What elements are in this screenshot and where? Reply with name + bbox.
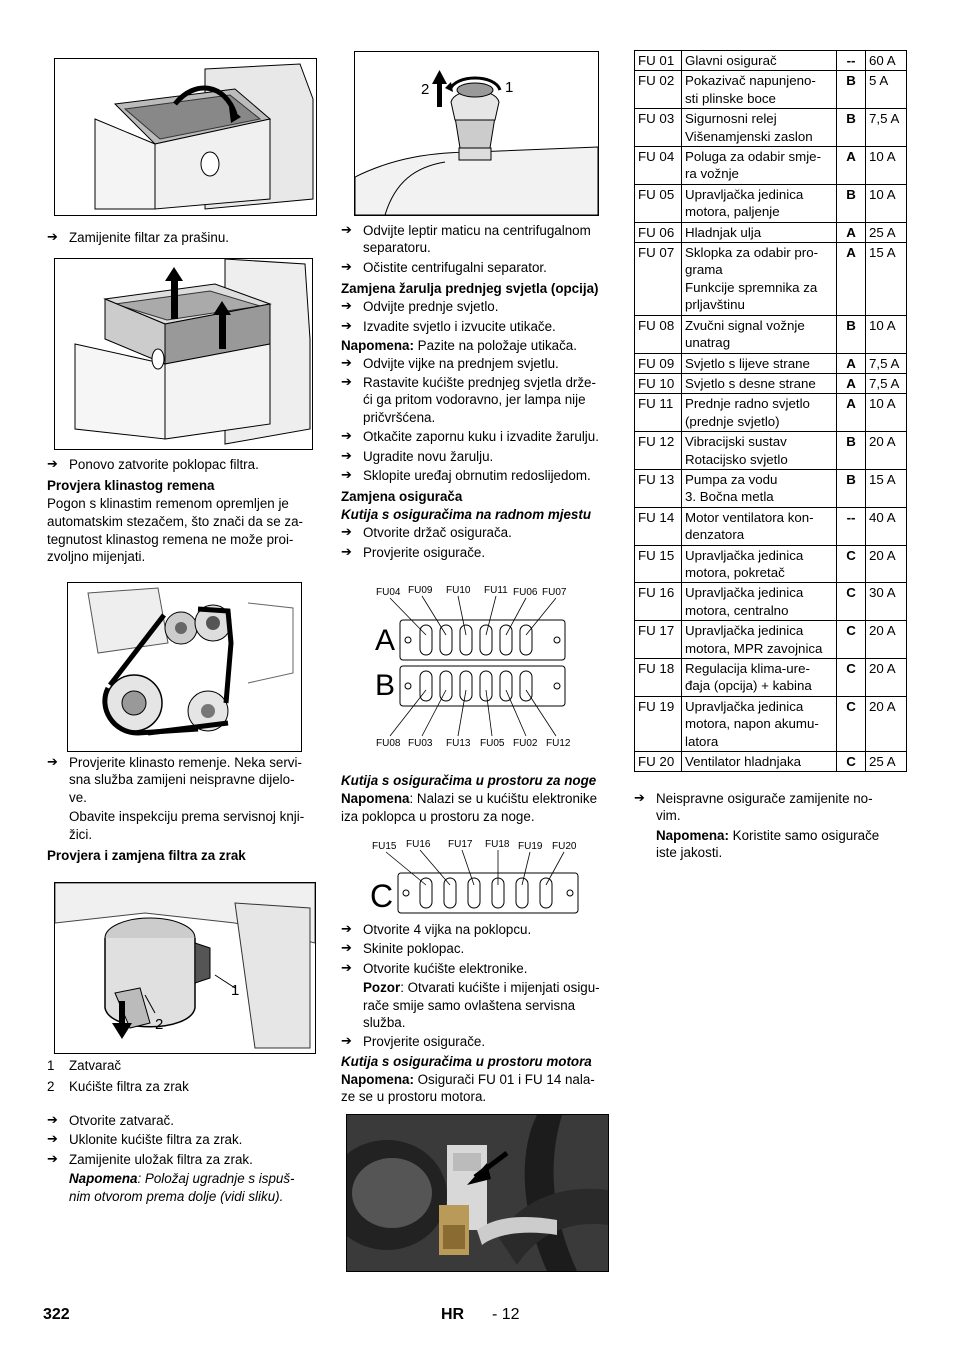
step-clean-separator: ➔ Očistite centrifugalni separator.: [341, 259, 547, 275]
fuse-description: [682, 696, 837, 751]
fuse-amperage: 10 A: [866, 315, 907, 353]
fuse-description-line: latora: [685, 733, 719, 749]
arrow-right-icon: ➔: [47, 457, 58, 472]
fuse-subheading-engine: Kutija s osiguračima u prostoru motora: [341, 1053, 592, 1069]
fuse-amperage: 10 A: [866, 184, 907, 222]
fuse-amperage: 20 A: [866, 432, 907, 470]
arrow-right-icon: ➔: [341, 525, 352, 541]
fuse-table: [634, 50, 907, 772]
fuse-box: B: [837, 315, 866, 353]
language-code: HR: [441, 1306, 465, 1323]
fuse-description: [682, 507, 837, 545]
arrow-right-icon: ➔: [341, 318, 352, 334]
fuse-row: [635, 51, 907, 71]
fuse-id: FU 18: [635, 659, 682, 697]
fuse-box: B: [837, 469, 866, 507]
fuse-row: [635, 432, 907, 470]
fuse-description-line: prljavštinu: [685, 297, 745, 313]
fuse-box: B: [837, 184, 866, 222]
fuse-row: [635, 71, 907, 109]
fuse-description-line: đaja (opcija) + kabina: [685, 678, 812, 694]
fuse-amperage: 7,5 A: [866, 373, 907, 393]
arrow-right-icon: ➔: [341, 299, 352, 315]
fuse-id: FU 08: [635, 315, 682, 353]
fuse-box: A: [837, 394, 866, 432]
fuse-row: [635, 184, 907, 222]
arrow-right-icon: ➔: [341, 544, 352, 560]
figure-fuse-box-c: [368, 835, 583, 920]
fuse-amperage: 15 A: [866, 243, 907, 316]
legend-item-2: 2 Kućište filtra za zrak: [47, 1079, 189, 1094]
fuse-row: [635, 752, 907, 772]
caution-note: Pozor: Otvarati kućište i mijenjati osigu- rače smije samo ovlaštena servisna služba.: [363, 980, 600, 1031]
step-replace-dust-filter: ➔ Zamijenite filtar za prašinu.: [47, 230, 230, 245]
fuse-label-c-3: FU18: [485, 839, 510, 850]
fuse-box: --: [837, 507, 866, 545]
fuse-id: FU 16: [635, 583, 682, 621]
fuse-id: FU 03: [635, 109, 682, 147]
fuse-label-c-4: FU19: [518, 841, 543, 852]
fuse-box-letter-b: B: [375, 669, 396, 702]
fuse-amperage: 20 A: [866, 696, 907, 751]
step-fuse-1: ➔ Otvorite držač osigurača.: [341, 525, 512, 541]
fuse-amperage: 25 A: [866, 222, 907, 242]
note-same-rating: Napomena: Koristite samo osigurače iste jakosti.: [656, 827, 880, 861]
fuse-description-line: Vibracijski sustav: [685, 434, 787, 450]
page-number: 322: [43, 1306, 70, 1323]
fuse-row: [635, 507, 907, 545]
fuse-description-line: Pumpa za vodu: [685, 471, 778, 487]
fuse-box: C: [837, 752, 866, 772]
fuse-amperage: 20 A: [866, 659, 907, 697]
arrow-right-icon: ➔: [341, 375, 352, 391]
lamp-heading: Zamjena žarulja prednjeg svjetla (opcija): [341, 281, 599, 297]
fuse-id: FU 07: [635, 243, 682, 316]
sub-page-number: - 12: [492, 1306, 520, 1323]
arrow-right-icon: ➔: [341, 429, 352, 445]
fuse-description-line: Višenamjenski zaslon: [685, 128, 813, 144]
fuse-id: FU 11: [635, 394, 682, 432]
fuse-box: C: [837, 696, 866, 751]
arrow-right-icon: ➔: [47, 1113, 58, 1128]
fuse-label-top-4: FU06: [513, 587, 538, 598]
fuse-row: [635, 109, 907, 147]
fuse-box-letter-c: C: [370, 878, 394, 914]
fuse-description-line: motora, pokretač: [685, 564, 785, 580]
fuse-description-line: unatrag: [685, 335, 731, 351]
figure-centrifugal-separator: [354, 51, 599, 216]
fuse-subheading-workplace: Kutija s osiguračima na radnom mjestu: [341, 507, 592, 523]
fuse-description-line: Pokazivač napunjeno-: [685, 73, 816, 89]
air-filter-callout-2: 2: [155, 1016, 164, 1033]
fuse-description: [682, 147, 837, 185]
fuse-description-line: Hladnjak ulja: [685, 224, 762, 240]
fuse-label-bottom-2: FU13: [446, 738, 471, 749]
fuse-row: [635, 659, 907, 697]
fuse-row: [635, 315, 907, 353]
fuse-box: C: [837, 621, 866, 659]
fuse-box: B: [837, 432, 866, 470]
fuse-description: [682, 545, 837, 583]
fuse-label-top-0: FU04: [376, 587, 401, 598]
fuse-description-line: Svjetlo s desne strane: [685, 375, 816, 391]
arrow-right-icon: ➔: [341, 941, 352, 957]
fuse-amperage: 10 A: [866, 394, 907, 432]
fuse-description: [682, 621, 837, 659]
air-filter-heading: Provjera i zamjena filtra za zrak: [47, 848, 246, 864]
fuse-amperage: 40 A: [866, 507, 907, 545]
fuse-label-top-3: FU11: [484, 585, 508, 596]
fuse-description-line: Zvučni signal vožnje: [685, 317, 805, 333]
fuse-label-c-0: FU15: [372, 841, 397, 852]
step-open-latch: ➔ Otvorite zatvarač.: [47, 1113, 174, 1128]
fuse-box: --: [837, 51, 866, 71]
air-filter-callout-1: 1: [231, 982, 240, 999]
fuse-label-top-1: FU09: [408, 585, 433, 596]
step-replace-fuses: ➔ Neispravne osigurače zamijenite no- vim.: [634, 791, 873, 824]
arrow-right-icon: ➔: [634, 791, 645, 806]
fuse-description: [682, 51, 837, 71]
fuse-label-bottom-5: FU12: [546, 738, 571, 749]
arrow-right-icon: ➔: [341, 1034, 352, 1050]
fuse-description-line: Svjetlo s lijeve strane: [685, 355, 810, 371]
fuse-description: [682, 373, 837, 393]
fuse-box: A: [837, 147, 866, 185]
fuse-id: FU 04: [635, 147, 682, 185]
fuse-amperage: 15 A: [866, 469, 907, 507]
arrow-right-icon: ➔: [341, 355, 352, 371]
fuse-description-line: Poluga za odabir smje-: [685, 149, 821, 165]
fuse-description-line: motora, paljenje: [685, 204, 780, 220]
fuse-id: FU 20: [635, 752, 682, 772]
fuse-description: [682, 71, 837, 109]
step-lamp-4: ➔ Rastavite kućište prednjeg svjetla drže- ći ga pritom vodoravno, jer lampa nije pričvršćena.: [341, 375, 596, 425]
figure-air-filter: [54, 882, 316, 1054]
fuse-description-line: Sigurnosni relej: [685, 111, 777, 127]
fuse-id: FU 10: [635, 373, 682, 393]
fuse-label-top-5: FU07: [542, 587, 567, 598]
fuse-description-line: Funkcije spremnika za: [685, 279, 818, 295]
fuse-box: A: [837, 373, 866, 393]
arrow-right-icon: ➔: [341, 448, 352, 464]
fuse-description-line: Upravljačka jedinica: [685, 186, 804, 202]
figure-engine-fuse-photo: [346, 1114, 609, 1272]
fuse-id: FU 01: [635, 51, 682, 71]
fuse-description: [682, 315, 837, 353]
fuse-id: FU 14: [635, 507, 682, 545]
fuse-id: FU 06: [635, 222, 682, 242]
separator-callout-1: 1: [505, 79, 514, 96]
fuse-heading: Zamjena osigurača: [341, 489, 463, 505]
fuse-amperage: 5 A: [866, 71, 907, 109]
fuse-subheading-footwell: Kutija s osiguračima u prostoru za noge: [341, 773, 597, 788]
fuse-amperage: 10 A: [866, 147, 907, 185]
step-unscrew-wing-nut: ➔ Odvijte leptir maticu na centrifugalnom separatoru.: [341, 223, 591, 256]
fuse-description-line: Sklopka za odabir pro-: [685, 245, 819, 261]
figure-dust-filter-lid: [54, 58, 317, 216]
fuse-description-line: Rotacijsko svjetlo: [685, 451, 788, 467]
arrow-right-icon: ➔: [47, 755, 58, 770]
fuse-box: B: [837, 71, 866, 109]
separator-callout-2: 2: [421, 81, 430, 98]
arrow-right-icon: ➔: [47, 1132, 58, 1148]
fuse-label-bottom-1: FU03: [408, 738, 433, 749]
fuse-row: [635, 696, 907, 751]
fuse-label-top-2: FU10: [446, 585, 471, 596]
fuse-description-line: Ventilator hladnjaka: [685, 754, 802, 770]
fuse-row: [635, 394, 907, 432]
fuse-description-line: 3. Bočna metla: [685, 489, 774, 505]
fuse-description-line: Motor ventilatora kon-: [685, 509, 814, 525]
legend-item-1: 1 Zatvarač: [47, 1058, 122, 1073]
fuse-row: [635, 621, 907, 659]
fuse-description-line: Prednje radno svjetlo: [685, 396, 810, 412]
fuse-amperage: 25 A: [866, 752, 907, 772]
figure-filter-removal: [54, 258, 313, 450]
fuse-description-line: Glavni osigurač: [685, 53, 777, 68]
fuse-description: [682, 469, 837, 507]
fuse-id: FU 02: [635, 71, 682, 109]
step-remove-housing: ➔ Uklonite kućište filtra za zrak.: [47, 1132, 243, 1148]
fuse-box: A: [837, 243, 866, 316]
fuse-description-line: Regulacija klima-ure-: [685, 661, 810, 676]
belt-heading: Provjera klinastog remena: [47, 478, 215, 494]
fuse-box-letter-a: A: [375, 624, 396, 657]
fuse-label-bottom-4: FU02: [513, 738, 538, 749]
fuse-description: [682, 184, 837, 222]
fuse-row: [635, 243, 907, 316]
step-lamp-1: ➔ Odvijte prednje svjetlo.: [341, 299, 499, 315]
fuse-box: C: [837, 583, 866, 621]
fuse-description-line: motora, napon akumu-: [685, 716, 819, 732]
fuse-description-line: grama: [685, 262, 723, 278]
fuse-row: [635, 583, 907, 621]
figure-v-belt: [67, 582, 302, 752]
step-lamp-5: ➔ Otkačite zapornu kuku i izvadite žarulju.: [341, 429, 599, 445]
fuse-row: [635, 469, 907, 507]
fuse-id: FU 09: [635, 353, 682, 373]
fuse-box: C: [837, 659, 866, 697]
fuse-description-line: motora, MPR zavojnica: [685, 640, 823, 656]
fuse-label-c-1: FU16: [406, 839, 431, 850]
fuse-description-line: Upravljačka jedinica: [685, 698, 804, 714]
fuse-id: FU 05: [635, 184, 682, 222]
step-lamp-6: ➔ Ugradite novu žarulju.: [341, 448, 494, 464]
fuse-description: [682, 583, 837, 621]
fuse-description-line: motora, centralno: [685, 602, 789, 618]
note-plugs: Napomena: Pazite na položaje utikača.: [341, 338, 577, 354]
air-filter-note: Napomena: Položaj ugradnje s ispuš- nim otvorom prema dolje (vidi sliku).: [69, 1171, 295, 1204]
fuse-id: FU 13: [635, 469, 682, 507]
fuse-description: [682, 659, 837, 697]
fuse-amperage: 60 A: [866, 51, 907, 71]
fuse-description: [682, 394, 837, 432]
fuse-id: FU 12: [635, 432, 682, 470]
fuse-label-c-2: FU17: [448, 839, 473, 850]
step-replace-cartridge: ➔ Zamijenite uložak filtra za zrak.: [47, 1151, 253, 1167]
fuse-amperage: 7,5 A: [866, 353, 907, 373]
fuse-row: [635, 147, 907, 185]
arrow-right-icon: ➔: [341, 960, 352, 976]
fuse-description: [682, 353, 837, 373]
fuse-box: C: [837, 545, 866, 583]
step-c-1: ➔ Otvorite 4 vijka na poklopcu.: [341, 922, 532, 937]
belt-inspection-note: Obavite inspekciju prema servisnoj knji- žici.: [69, 809, 305, 842]
fuse-amperage: 20 A: [866, 545, 907, 583]
arrow-right-icon: ➔: [47, 230, 58, 245]
fuse-description: [682, 109, 837, 147]
step-lamp-2: ➔ Izvadite svjetlo i izvucite utikače.: [341, 318, 556, 334]
fuse-amperage: 30 A: [866, 583, 907, 621]
fuse-description-line: Upravljačka jedinica: [685, 547, 804, 563]
fuse-id: FU 19: [635, 696, 682, 751]
arrow-right-icon: ➔: [341, 259, 352, 275]
arrow-right-icon: ➔: [341, 922, 352, 937]
note-engine: Napomena: Osigurači FU 01 i FU 14 nala- ze se u prostoru motora.: [341, 1071, 595, 1105]
fuse-box: B: [837, 109, 866, 147]
fuse-amperage: 7,5 A: [866, 109, 907, 147]
fuse-description-line: denzatora: [685, 527, 745, 543]
fuse-label-bottom-3: FU05: [480, 738, 505, 749]
figure-fuse-box-ab: [370, 580, 580, 755]
arrow-right-icon: ➔: [47, 1151, 58, 1167]
fuse-description-line: sti plinske boce: [685, 90, 776, 106]
fuse-row: [635, 353, 907, 373]
fuse-description: [682, 752, 837, 772]
fuse-amperage: 20 A: [866, 621, 907, 659]
fuse-description: [682, 222, 837, 242]
fuse-row: [635, 373, 907, 393]
fuse-label-bottom-0: FU08: [376, 738, 401, 749]
step-c-2: ➔ Skinite poklopac.: [341, 941, 465, 957]
step-c-4: ➔ Provjerite osigurače.: [341, 1034, 486, 1050]
step-check-v-belt: ➔ Provjerite klinasto remenje. Neka servi- sna služba zamijeni neispravne dijelo- ve.: [47, 755, 302, 805]
fuse-description-line: Upravljačka jedinica: [685, 585, 804, 601]
fuse-id: FU 17: [635, 621, 682, 659]
step-c-3: ➔ Otvorite kućište elektronike.: [341, 960, 528, 976]
step-lamp-7: ➔ Sklopite uređaj obrnutim redoslijedom.: [341, 468, 591, 484]
arrow-right-icon: ➔: [341, 223, 352, 238]
arrow-right-icon: ➔: [341, 468, 352, 484]
step-close-filter-lid: ➔ Ponovo zatvorite poklopac filtra.: [47, 457, 259, 472]
belt-text: Pogon s klinastim remenom opremljen je automatskim stezačem, što znači da se za- tegnutost klinastog remena ne može proi- zvoljno mijenjati.: [47, 496, 304, 565]
fuse-box: A: [837, 222, 866, 242]
fuse-row: [635, 545, 907, 583]
fuse-row: [635, 222, 907, 242]
fuse-box: A: [837, 353, 866, 373]
step-lamp-3: ➔ Odvijte vijke na prednjem svjetlu.: [341, 355, 559, 371]
fuse-label-c-5: FU20: [552, 841, 577, 852]
note-footwell: Napomena: Nalazi se u kućištu elektronike iza poklopca u prostoru za noge.: [341, 791, 598, 824]
fuse-description: [682, 243, 837, 316]
fuse-description-line: ra vožnje: [685, 166, 739, 182]
fuse-description-line: (prednje svjetlo): [685, 413, 780, 429]
fuse-id: FU 15: [635, 545, 682, 583]
fuse-description-line: Upravljačka jedinica: [685, 623, 804, 639]
step-fuse-2: ➔ Provjerite osigurače.: [341, 544, 486, 560]
fuse-description: [682, 432, 837, 470]
